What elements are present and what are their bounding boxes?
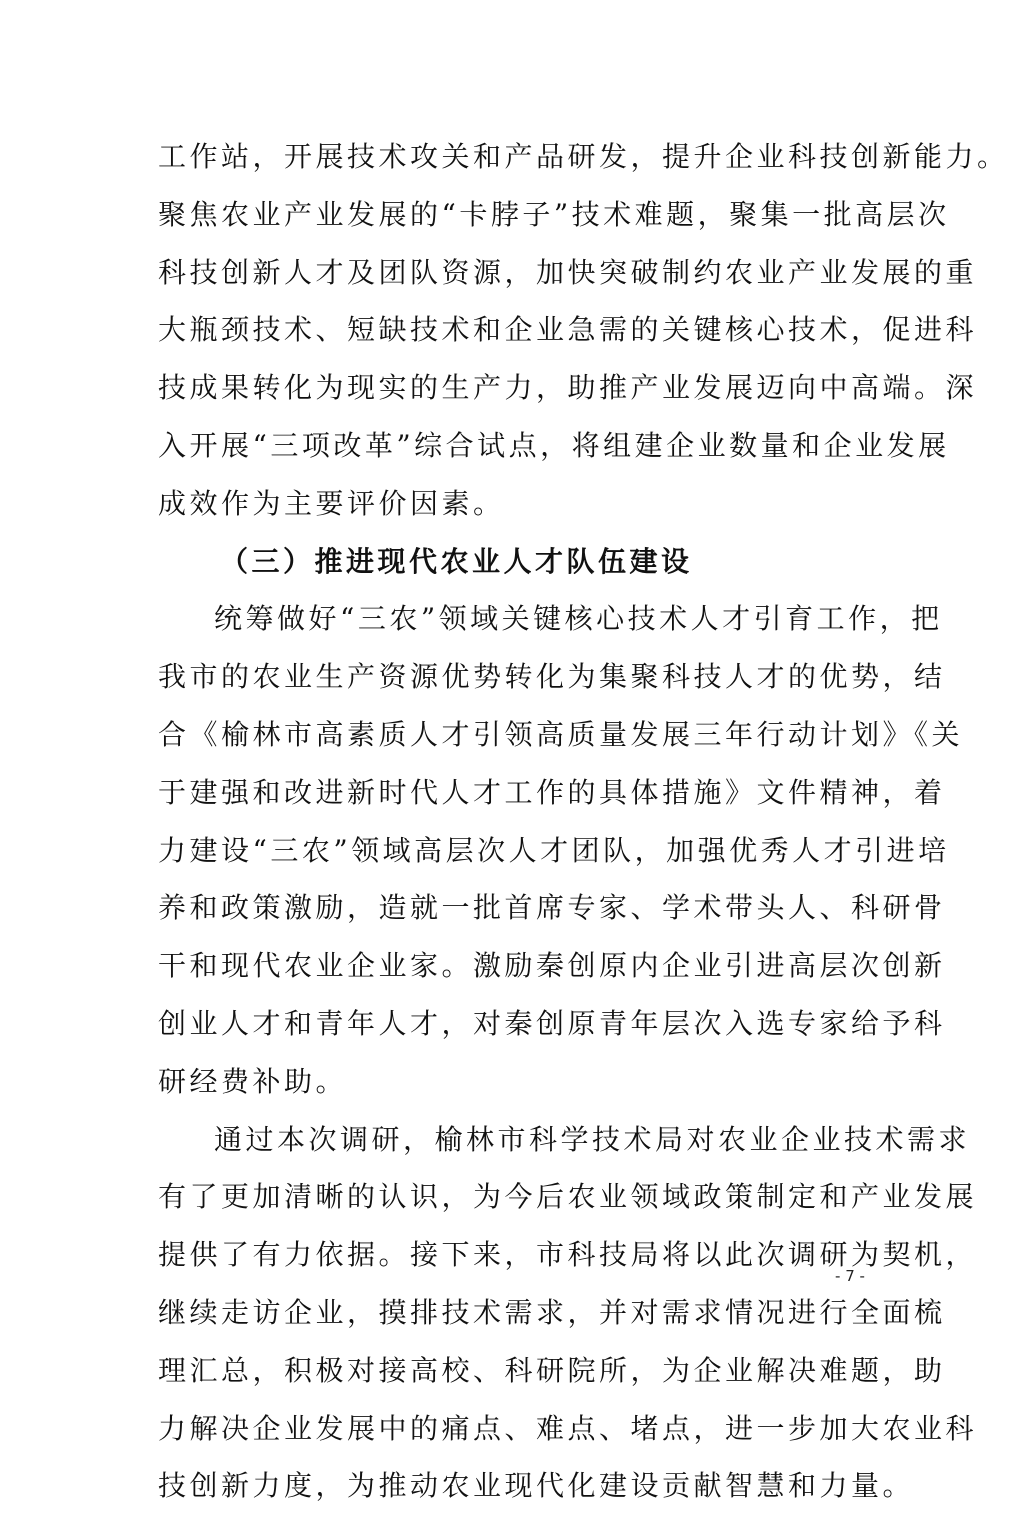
text-line: 通过本次调研，榆林市科学技术局对农业企业技术需求 bbox=[214, 1122, 971, 1156]
text-line: 大瓶颈技术、短缺技术和企业急需的关键核心技术，促进科 bbox=[158, 313, 978, 347]
text-line: 理汇总，积极对接高校、科研院所，为企业解决难题，助 bbox=[158, 1353, 946, 1387]
document-body bbox=[158, 128, 1009, 1515]
text-line: 力建设“三农”领域高层次人才团队，加强优秀人才引进培 bbox=[158, 833, 950, 867]
text-line: 成效作为主要评价因素。 bbox=[158, 486, 505, 520]
text-line: 技成果转化为现实的生产力，助推产业发展迈向中高端。深 bbox=[158, 371, 978, 405]
text-line: 提供了有力依据。接下来，市科技局将以此次调研为契机， bbox=[158, 1238, 978, 1272]
text-line: 科技创新人才及团队资源，加快突破制约农业产业发展的重 bbox=[158, 255, 978, 289]
text-line: 干和现代农业企业家。激励秦创原内企业引进高层次创新 bbox=[158, 949, 946, 983]
text-line: 技创新力度，为推动农业现代化建设贡献智慧和力量。 bbox=[158, 1469, 915, 1503]
text-line: 合《榆林市高素质人才引领高质量发展三年行动计划》《关 bbox=[158, 717, 964, 751]
page-number: - 7 - bbox=[835, 1267, 865, 1285]
section-heading: （三）推进现代农业人才队伍建设 bbox=[220, 544, 693, 578]
text-line: 聚焦农业产业发展的“卡脖子”技术难题，聚集一批高层次 bbox=[158, 197, 950, 231]
text-line: 统筹做好“三农”领域关键核心技术人才引育工作，把 bbox=[214, 602, 943, 636]
text-line: 入开展“三项改革”综合试点，将组建企业数量和企业发展 bbox=[158, 428, 950, 462]
text-line: 工作站，开展技术攻关和产品研发，提升企业科技创新能力。 bbox=[158, 140, 1009, 173]
text-line: 有了更加清晰的认识，为今后农业领域政策制定和产业发展 bbox=[158, 1180, 978, 1214]
text-line: 力解决企业发展中的痛点、难点、堵点，进一步加大农业科 bbox=[158, 1411, 978, 1445]
text-line: 我市的农业生产资源优势转化为集聚科技人才的优势，结 bbox=[158, 660, 946, 694]
text-line: 研经费补助。 bbox=[158, 1064, 348, 1098]
text-line: 创业人才和青年人才，对秦创原青年层次入选专家给予科 bbox=[158, 1006, 946, 1040]
text-line: 于建强和改进新时代人才工作的具体措施》文件精神，着 bbox=[158, 775, 946, 809]
text-line: 养和政策激励，造就一批首席专家、学术带头人、科研骨 bbox=[158, 891, 946, 925]
text-line: 继续走访企业，摸排技术需求，并对需求情况进行全面梳 bbox=[158, 1295, 946, 1329]
